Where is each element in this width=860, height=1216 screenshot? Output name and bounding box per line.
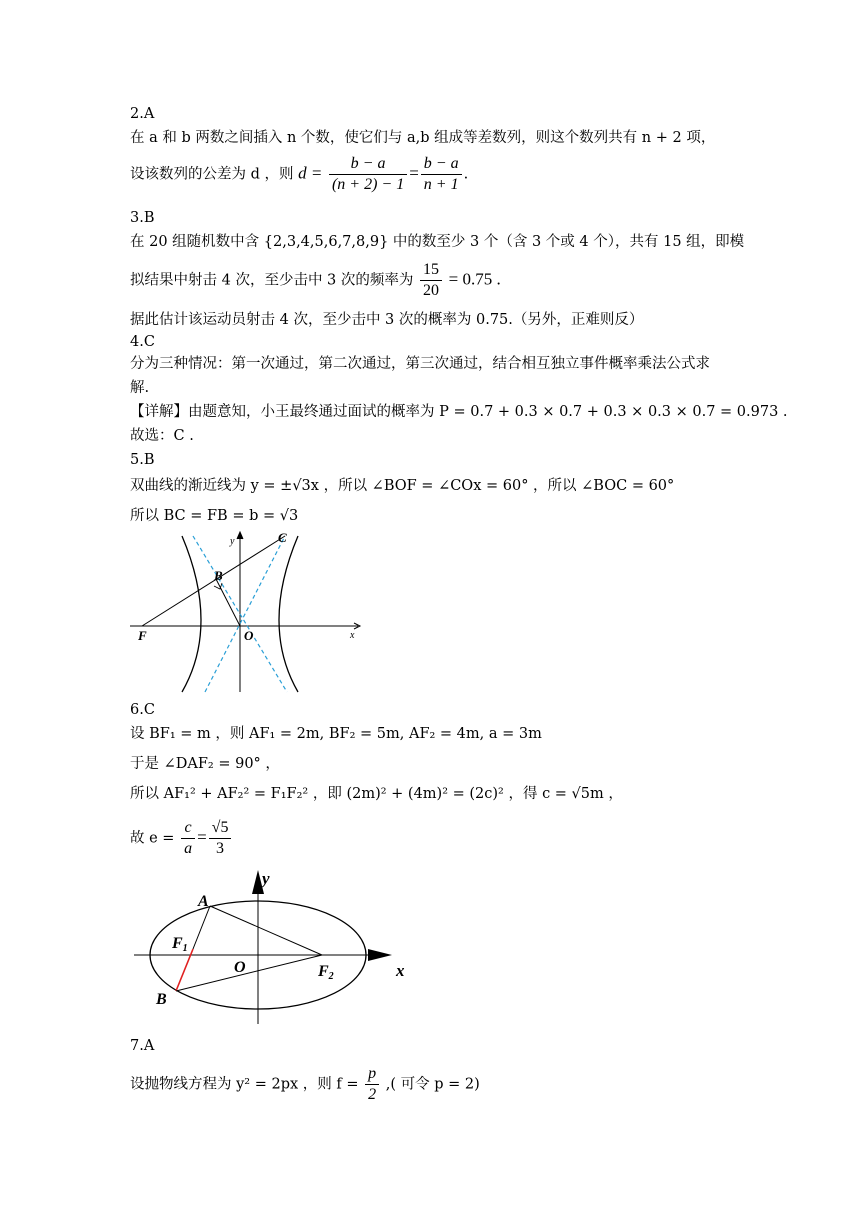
label-y: y	[262, 869, 270, 888]
q3-line-1: 在 20 组随机数中含 {2,3,4,5,6,7,8,9} 中的数至少 3 个（含 3 个或 4 个），共有 15 组，即模	[130, 234, 745, 250]
q7-fraction	[365, 1064, 379, 1105]
q6-fraction-1-numerator: c	[184, 819, 192, 836]
label-F: F	[138, 628, 147, 643]
q6-line-3: 所以 AF₁² + AF₂² = F₁F₂² ，即 (2m)² + (4m)² = (2c)² ，得 c = √5m ，	[130, 786, 623, 802]
q7-fraction-numerator: p	[368, 1065, 377, 1082]
q2-fraction-2	[421, 154, 462, 195]
segment-AF2	[210, 906, 322, 955]
y-axis-arrow	[237, 532, 243, 539]
segment-BO	[216, 579, 240, 626]
q2-fraction-2-denominator: n + 1	[421, 174, 462, 195]
q3-fraction	[420, 260, 442, 301]
q4-line-3: 【详解】由题意知，小王最终通过面试的概率为 P = 0.7 + 0.3 × 0.7 + 0.3 × 0.3 × 0.7 = 0.973 .	[130, 404, 788, 420]
q6-line-1: 设 BF₁ = m ，则 AF₁ = 2m, BF₂ = 5m, AF₂ = 4m, a = 3m	[130, 726, 542, 742]
q5-line-1: 双曲线的渐近线为 y = ±√3x ，所以 ∠BOF = ∠COx = 60° ，所以 ∠BOC = 60°	[130, 478, 675, 494]
q2-fraction-2-numerator: b − a	[423, 155, 459, 172]
q4-line-4: 故选：C .	[130, 428, 194, 444]
q3-line-2	[130, 260, 501, 301]
segment-BF2	[176, 955, 322, 991]
q6-fraction-1	[181, 818, 195, 859]
q2-line-2: 设该数列的公差为 d ，则 d = $\frac{b - a}{(n + 2) - 1}$ = $\frac{b - a}{n + 1}$ .	[130, 155, 469, 193]
segment-AF1	[193, 906, 210, 949]
q2-label: 2.A	[130, 106, 155, 122]
q6-fraction-2-denominator: 3	[209, 838, 232, 859]
q7-line-1	[130, 1064, 480, 1105]
q6-line-4-prefix: 故 e =	[130, 830, 175, 847]
q3-label: 3.B	[130, 210, 155, 226]
q2-line-1: 在 a 和 b 两数之间插入 n 个数，使它们与 a,b 组成等差数列，则这个数列共有 n + 2 项，	[130, 130, 716, 146]
q3-line-2-prefix: 拟结果中射击 4 次，至少击中 3 次的频率为	[130, 272, 414, 289]
label-B: B	[214, 568, 223, 583]
q4-line-1: 分为三种情况：第一次通过，第二次通过，第三次通过，结合相互独立事件概率乘法公式求	[130, 356, 710, 372]
q2-d-lhs: d =	[298, 163, 323, 183]
hyperbola-left-branch	[182, 536, 201, 692]
label-F1: F1	[172, 935, 188, 954]
q3-line-3: 据此估计该运动员射击 4 次，至少击中 3 次的概率为 0.75.（另外，正难则反）	[130, 312, 644, 328]
q7-line-1-prefix: 设抛物线方程为 y² = 2px ，则 f =	[130, 1076, 359, 1093]
ellipse-figure	[130, 866, 420, 1028]
q4-line-2: 解.	[130, 380, 150, 396]
q3-fraction-denominator: 20	[420, 280, 442, 301]
q4-label: 4.C	[130, 334, 155, 350]
label-y: y	[230, 536, 235, 547]
q6-line-2: 于是 ∠DAF₂ = 90° ，	[130, 756, 280, 772]
q2-fraction-1-denominator: (n + 2) − 1	[329, 174, 407, 195]
label-x: x	[396, 961, 405, 980]
q2-fraction-1-numerator: b − a	[350, 155, 386, 172]
q6-fraction-2	[209, 818, 232, 859]
label-A: A	[198, 893, 209, 910]
q5-line-2: 所以 BC = FB = b = √3	[130, 508, 299, 524]
q6-line-4: 故 e = $\frac{c}{a}$ = $\frac{√5}{3}$	[130, 818, 233, 859]
x-axis-arrow	[368, 949, 392, 961]
label-C: C	[278, 530, 287, 545]
q6-fraction-2-numerator: √5	[211, 819, 229, 836]
label-F2: F2	[318, 963, 334, 982]
label-x: x	[350, 630, 355, 641]
q7-label: 7.A	[130, 1038, 155, 1054]
hyperbola-right-branch	[279, 536, 298, 692]
q7-line-1-suffix: ,( 可令 p = 2)	[385, 1076, 480, 1093]
q2-fraction-1	[329, 154, 407, 195]
q6-label: 6.C	[130, 702, 155, 718]
q6-fraction-1-denominator: a	[181, 838, 195, 859]
q5-label: 5.B	[130, 452, 155, 468]
q7-fraction-denominator: 2	[365, 1084, 379, 1105]
q3-line-2-suffix: = 0.75 .	[448, 269, 501, 289]
hyperbola-figure	[130, 528, 370, 694]
label-B: B	[156, 991, 167, 1008]
q3-fraction-numerator: 15	[423, 261, 439, 278]
q2-line-2-prefix: 设该数列的公差为 d ，则	[130, 166, 294, 183]
label-O: O	[234, 959, 246, 976]
label-O: O	[244, 628, 254, 643]
